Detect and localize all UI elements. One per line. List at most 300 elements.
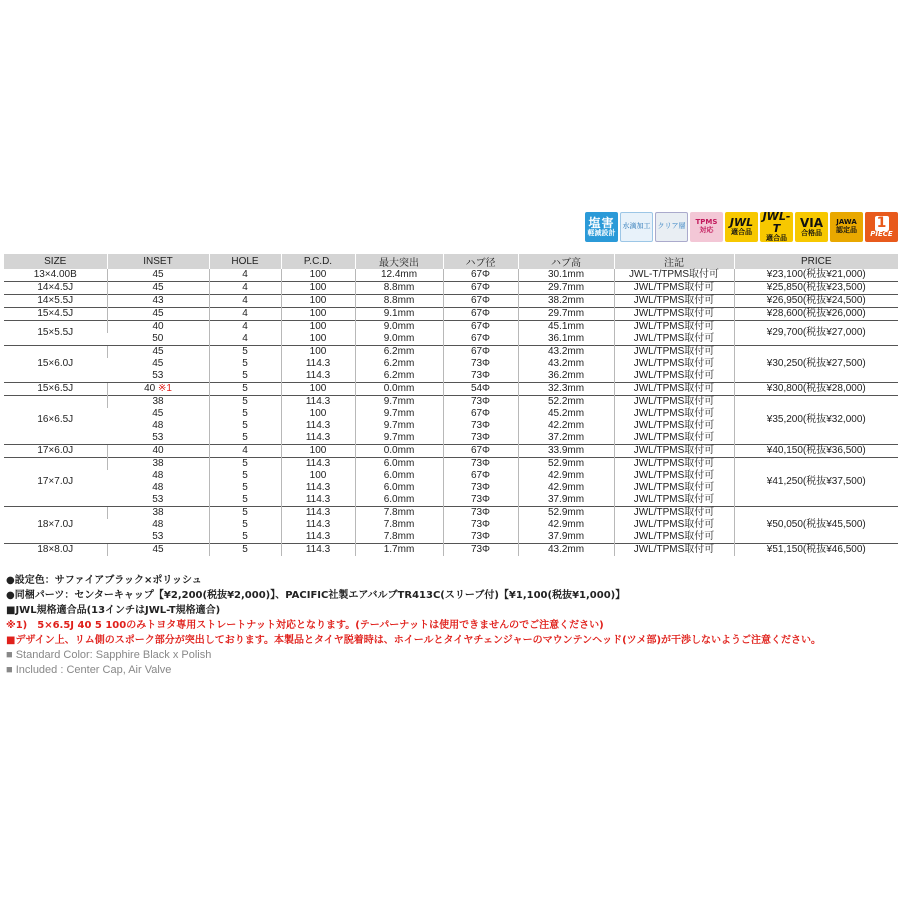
protrusion-cell <box>355 333 443 346</box>
size-cell: 15×6.5J <box>4 383 107 396</box>
hole-value: 5 <box>242 494 248 505</box>
hole-cell <box>209 420 281 432</box>
badge-main-text: 1 <box>875 216 889 231</box>
badge-sub-text: 適合品 <box>731 228 752 237</box>
note-value: JWL/TPMS取付可 <box>633 531 715 542</box>
note-value: JWL/TPMS取付可 <box>633 383 715 394</box>
note-cell <box>614 370 734 383</box>
hub-dia-value: 67Φ <box>470 346 491 357</box>
note-value: JWL/TPMS取付可 <box>633 470 715 481</box>
pcd-value: 114.3 <box>305 370 331 381</box>
pcd-cell <box>281 432 355 445</box>
note-cell <box>614 396 734 409</box>
hole-value: 5 <box>242 482 248 493</box>
column-header: SIZE <box>4 254 107 269</box>
note-cell <box>614 321 734 334</box>
hub-dia-cell <box>443 269 518 282</box>
hole-value: 5 <box>242 383 248 394</box>
hole-value: 4 <box>242 321 248 332</box>
note-value: JWL/TPMS取付可 <box>633 308 715 319</box>
hole-cell <box>209 295 281 308</box>
pcd-cell <box>281 507 355 520</box>
hub-dia-cell <box>443 544 518 557</box>
pcd-cell <box>281 544 355 557</box>
table-row <box>4 269 898 282</box>
inset-cell <box>107 544 209 557</box>
hub-height-value: 37.9mm <box>547 531 585 542</box>
hub-height-cell <box>518 295 614 308</box>
hub-dia-value: 67Φ <box>470 308 491 319</box>
hub-height-value: 36.1mm <box>547 333 585 344</box>
note-cell <box>614 432 734 445</box>
hub-dia-value: 67Φ <box>470 445 491 456</box>
inset-cell <box>107 321 209 334</box>
note-value: JWL-T/TPMS取付可 <box>629 269 719 280</box>
hole-cell <box>209 458 281 471</box>
note-value: JWL/TPMS取付可 <box>633 282 715 293</box>
hub-height-cell <box>518 445 614 458</box>
hole-value: 4 <box>242 333 248 344</box>
hub-height-value: 36.2mm <box>547 370 585 381</box>
pcd-cell <box>281 519 355 531</box>
inset-cell <box>107 358 209 370</box>
hub-height-cell <box>518 420 614 432</box>
hub-height-value: 30.1mm <box>547 269 585 280</box>
pcd-cell <box>281 458 355 471</box>
note-cell <box>614 408 734 420</box>
inset-value: 53 <box>152 494 164 505</box>
inset-value: 38 <box>152 507 164 518</box>
note-value: JWL/TPMS取付可 <box>633 432 715 443</box>
hub-height-value: 37.2mm <box>547 432 585 443</box>
protrusion-cell <box>355 420 443 432</box>
hole-cell <box>209 333 281 346</box>
pcd-value: 114.3 <box>305 519 331 530</box>
hub-dia-cell <box>443 445 518 458</box>
pcd-value: 114.3 <box>305 358 331 369</box>
size-cell: 14×4.5J <box>4 282 107 295</box>
note-cell <box>614 544 734 557</box>
price-cell: ¥25,850(税抜¥23,500) <box>734 282 898 295</box>
pcd-value: 100 <box>309 346 327 357</box>
protrusion-value: 7.8mm <box>383 531 415 542</box>
jwl-badge <box>725 212 758 242</box>
hole-cell <box>209 507 281 520</box>
hub-dia-cell <box>443 396 518 409</box>
pcd-value: 114.3 <box>305 507 331 518</box>
badge-sub-text: 合格品 <box>801 228 822 237</box>
hole-cell <box>209 494 281 507</box>
pcd-cell <box>281 445 355 458</box>
badge-sub-text: 対応 <box>699 226 714 234</box>
note-value: JWL/TPMS取付可 <box>633 494 715 505</box>
hub-height-cell <box>518 358 614 370</box>
table-row <box>4 507 898 520</box>
note-value: JWL/TPMS取付可 <box>633 445 715 456</box>
protrusion-cell <box>355 507 443 520</box>
protrusion-value: 6.0mm <box>383 482 415 493</box>
inset-cell <box>107 295 209 308</box>
hole-value: 4 <box>242 295 248 306</box>
pcd-cell <box>281 370 355 383</box>
inset-value: 45 <box>152 358 164 369</box>
tpms-badge <box>690 212 723 242</box>
protrusion-value: 9.7mm <box>383 420 415 431</box>
hub-height-cell <box>518 470 614 482</box>
inset-value: 53 <box>152 370 164 381</box>
hub-height-cell <box>518 308 614 321</box>
pcd-value: 100 <box>309 383 327 394</box>
hub-dia-value: 67Φ <box>470 321 491 332</box>
hole-value: 4 <box>242 282 248 293</box>
hub-height-value: 45.1mm <box>547 321 585 332</box>
hole-cell <box>209 408 281 420</box>
inset-value: 45 <box>152 282 164 293</box>
note-value: JWL/TPMS取付可 <box>633 420 715 431</box>
pcd-value: 100 <box>309 408 327 419</box>
column-header: ハブ高 <box>518 254 614 269</box>
protrusion-cell <box>355 358 443 370</box>
hub-height-value: 45.2mm <box>547 408 585 419</box>
hub-dia-cell <box>443 458 518 471</box>
protrusion-cell <box>355 470 443 482</box>
inset-value: 43 <box>152 295 164 306</box>
one-piece-badge <box>865 212 898 242</box>
size-cell: 14×5.5J <box>4 295 107 308</box>
pcd-value: 114.3 <box>305 531 331 542</box>
hub-height-cell <box>518 282 614 295</box>
column-header: INSET <box>107 254 209 269</box>
inset-value: 38 <box>152 396 164 407</box>
note-cell <box>614 494 734 507</box>
inset-cell <box>107 531 209 544</box>
hub-dia-value: 73Φ <box>470 358 491 369</box>
hub-height-cell <box>518 396 614 409</box>
hole-cell <box>209 269 281 282</box>
protrusion-value: 8.8mm <box>383 295 415 306</box>
column-header: HOLE <box>209 254 281 269</box>
hub-height-value: 42.9mm <box>547 482 585 493</box>
inset-cell <box>107 370 209 383</box>
inset-value: 53 <box>152 531 164 542</box>
protrusion-value: 1.7mm <box>383 544 415 555</box>
hub-dia-cell <box>443 321 518 334</box>
hole-value: 5 <box>242 370 248 381</box>
protrusion-value: 0.0mm <box>383 383 415 394</box>
note-cell <box>614 420 734 432</box>
hub-dia-value: 67Φ <box>470 333 491 344</box>
hub-dia-value: 67Φ <box>470 282 491 293</box>
pcd-cell <box>281 308 355 321</box>
hub-dia-value: 73Φ <box>470 370 491 381</box>
pcd-value: 100 <box>309 269 327 280</box>
inset-cell <box>107 482 209 494</box>
size-cell: 17×6.0J <box>4 445 107 458</box>
hub-height-cell <box>518 321 614 334</box>
protrusion-value: 9.7mm <box>383 432 415 443</box>
note-value: JWL/TPMS取付可 <box>633 346 715 357</box>
table-header-row <box>4 254 898 269</box>
inset-value: 40 <box>152 321 164 332</box>
jwl-t-badge <box>760 212 793 242</box>
column-header: 注記 <box>614 254 734 269</box>
hub-height-value: 43.2mm <box>547 346 585 357</box>
inset-value: 48 <box>152 420 164 431</box>
protrusion-cell <box>355 494 443 507</box>
badge-main-text: JWL-T <box>762 212 791 236</box>
protrusion-value: 6.0mm <box>383 458 415 469</box>
inset-value: 45 <box>152 308 164 319</box>
note-cell <box>614 295 734 308</box>
pcd-value: 100 <box>309 445 327 456</box>
note-jwl: ■JWL規格適合品(13インチはJWL-T規格適合) <box>6 605 221 616</box>
inset-cell <box>107 470 209 482</box>
table-row <box>4 282 898 295</box>
inset-value: 48 <box>152 519 164 530</box>
hub-height-value: 52.9mm <box>547 458 585 469</box>
protrusion-value: 12.4mm <box>380 269 418 280</box>
inset-cell <box>107 494 209 507</box>
protrusion-value: 0.0mm <box>383 445 415 456</box>
note-value: JWL/TPMS取付可 <box>633 458 715 469</box>
price-cell: ¥23,100(税抜¥21,000) <box>734 269 898 282</box>
protrusion-value: 6.0mm <box>383 470 415 481</box>
hole-cell <box>209 370 281 383</box>
pcd-cell <box>281 408 355 420</box>
hub-height-value: 52.9mm <box>547 507 585 518</box>
size-cell: 18×7.0J <box>4 507 107 544</box>
protrusion-cell <box>355 408 443 420</box>
inset-cell <box>107 519 209 531</box>
hole-cell <box>209 308 281 321</box>
hole-cell <box>209 346 281 359</box>
protrusion-cell <box>355 531 443 544</box>
note-cell <box>614 383 734 396</box>
hub-dia-value: 73Φ <box>470 531 491 542</box>
pcd-value: 114.3 <box>305 458 331 469</box>
hub-height-cell <box>518 346 614 359</box>
inset-value: 50 <box>152 333 164 344</box>
protrusion-cell <box>355 282 443 295</box>
pcd-cell <box>281 482 355 494</box>
table-row <box>4 383 898 396</box>
protrusion-cell <box>355 308 443 321</box>
hub-dia-value: 73Φ <box>470 396 491 407</box>
badge-sub-text: PIECE <box>870 229 893 238</box>
note-value: JWL/TPMS取付可 <box>633 396 715 407</box>
badge-sub-text: 認定品 <box>836 226 857 234</box>
hole-value: 5 <box>242 544 248 555</box>
note-cell <box>614 282 734 295</box>
table-row <box>4 458 898 471</box>
hole-value: 5 <box>242 408 248 419</box>
protrusion-cell <box>355 295 443 308</box>
size-cell: 15×4.5J <box>4 308 107 321</box>
water-repellent-badge <box>620 212 653 242</box>
note-remark-1: ※1) 5×6.5J 40 5 100のみトヨタ専用ストレートナット対応となります。(テーパーナットは使用できませんのでご注意ください) <box>6 620 604 631</box>
hole-value: 5 <box>242 531 248 542</box>
hole-value: 5 <box>242 420 248 431</box>
note-cell <box>614 458 734 471</box>
inset-cell <box>107 408 209 420</box>
hub-height-cell <box>518 507 614 520</box>
pcd-cell <box>281 282 355 295</box>
pcd-cell <box>281 383 355 396</box>
hub-dia-cell <box>443 470 518 482</box>
hub-dia-cell <box>443 308 518 321</box>
note-included-parts: ●同梱パーツ：センターキャップ【¥2,200(税抜¥2,000)】、PACIFIC社製エアバルブTR413C(スリーブ付)【¥1,100(税抜¥1,000)】 <box>6 590 626 601</box>
hole-cell <box>209 321 281 334</box>
hub-dia-value: 73Φ <box>470 544 491 555</box>
badge-main-text: TPMS <box>695 218 718 227</box>
price-cell: ¥26,950(税抜¥24,500) <box>734 295 898 308</box>
hub-dia-value: 67Φ <box>470 295 491 306</box>
size-cell: 13×4.00B <box>33 269 77 280</box>
size-cell: 16×6.5J <box>4 396 107 445</box>
hub-dia-value: 67Φ <box>470 408 491 419</box>
pcd-cell <box>281 346 355 359</box>
hole-cell <box>209 544 281 557</box>
hub-height-cell <box>518 333 614 346</box>
note-value: JWL/TPMS取付可 <box>633 333 715 344</box>
pcd-value: 100 <box>309 308 327 319</box>
hub-dia-cell <box>443 370 518 383</box>
inset-cell <box>107 333 209 346</box>
protrusion-value: 9.7mm <box>383 408 415 419</box>
hole-cell <box>209 445 281 458</box>
hub-dia-cell <box>443 432 518 445</box>
note-cell <box>614 358 734 370</box>
price-cell: ¥51,150(税抜¥46,500) <box>734 544 898 557</box>
hub-height-cell <box>518 383 614 396</box>
inset-value: 40 <box>144 383 156 394</box>
hub-height-cell <box>518 494 614 507</box>
hub-dia-cell <box>443 346 518 359</box>
hub-dia-cell <box>443 482 518 494</box>
hub-dia-value: 73Φ <box>470 507 491 518</box>
hole-cell <box>209 282 281 295</box>
hub-height-value: 38.2mm <box>547 295 585 306</box>
hole-cell <box>209 470 281 482</box>
hole-value: 5 <box>242 507 248 518</box>
note-cell <box>614 308 734 321</box>
pcd-value: 100 <box>309 282 327 293</box>
protrusion-cell <box>355 445 443 458</box>
hole-value: 5 <box>242 519 248 530</box>
inset-value: 48 <box>152 482 164 493</box>
hub-height-value: 32.3mm <box>547 383 585 394</box>
hub-height-cell <box>518 269 614 282</box>
size-cell: 18×8.0J <box>4 544 107 557</box>
price-cell: ¥35,200(税抜¥32,000) <box>734 396 898 445</box>
price-cell: ¥50,050(税抜¥45,500) <box>734 507 898 544</box>
hub-dia-value: 73Φ <box>470 420 491 431</box>
protrusion-value: 6.2mm <box>383 358 415 369</box>
inset-footnote-mark: ※1 <box>157 383 172 394</box>
hub-dia-value: 73Φ <box>470 519 491 530</box>
hub-height-value: 52.2mm <box>547 396 585 407</box>
hole-cell <box>209 531 281 544</box>
note-value: JWL/TPMS取付可 <box>633 295 715 306</box>
protrusion-value: 8.8mm <box>383 282 415 293</box>
note-value: JWL/TPMS取付可 <box>633 358 715 369</box>
hub-dia-cell <box>443 519 518 531</box>
protrusion-value: 9.7mm <box>383 396 415 407</box>
price-cell: ¥30,250(税抜¥27,500) <box>734 346 898 383</box>
hole-cell <box>209 396 281 409</box>
pcd-cell <box>281 420 355 432</box>
protrusion-value: 6.0mm <box>383 494 415 505</box>
hole-value: 5 <box>242 346 248 357</box>
hub-dia-cell <box>443 333 518 346</box>
badge-sub-text: 適合品 <box>766 234 787 242</box>
badge-main-text: VIA <box>799 215 824 230</box>
notes-section <box>6 573 821 678</box>
protrusion-cell <box>355 370 443 383</box>
hub-height-value: 42.9mm <box>547 519 585 530</box>
note-value: JWL/TPMS取付可 <box>633 544 715 555</box>
pcd-cell <box>281 321 355 334</box>
protrusion-value: 6.2mm <box>383 346 415 357</box>
pcd-cell <box>281 470 355 482</box>
pcd-value: 114.3 <box>305 420 331 431</box>
hole-value: 5 <box>242 358 248 369</box>
hole-value: 5 <box>242 432 248 443</box>
note-cell <box>614 333 734 346</box>
pcd-cell <box>281 358 355 370</box>
protrusion-cell <box>355 346 443 359</box>
pcd-value: 114.3 <box>305 482 331 493</box>
hub-height-cell <box>518 482 614 494</box>
pcd-cell <box>281 494 355 507</box>
note-value: JWL/TPMS取付可 <box>633 519 715 530</box>
hub-height-value: 29.7mm <box>547 308 585 319</box>
hole-cell <box>209 383 281 396</box>
pcd-value: 114.3 <box>305 432 331 443</box>
inset-value: 53 <box>152 432 164 443</box>
hub-dia-value: 67Φ <box>470 470 491 481</box>
protrusion-cell <box>355 383 443 396</box>
hub-dia-cell <box>443 383 518 396</box>
pcd-cell <box>281 269 355 282</box>
inset-value: 45 <box>152 269 164 280</box>
hole-cell <box>209 519 281 531</box>
inset-value: 45 <box>152 408 164 419</box>
size-cell: 15×5.5J <box>4 321 107 346</box>
protrusion-value: 9.0mm <box>383 333 415 344</box>
hub-height-value: 43.2mm <box>547 358 585 369</box>
note-remark-2: ■デザイン上、リム側のスポーク部分が突出しております。本製品とタイヤ脱着時は、ホイールとタイヤチェンジャーのマウンテンヘッド(ツメ部)が干渉しないようご注意ください。 <box>6 635 822 646</box>
badge-main-text: JWL <box>729 216 754 230</box>
protrusion-cell <box>355 269 443 282</box>
inset-cell <box>107 507 209 520</box>
table-row <box>4 544 898 557</box>
table-row <box>4 308 898 321</box>
inset-cell <box>107 420 209 432</box>
hub-height-value: 33.9mm <box>547 445 585 456</box>
pcd-value: 114.3 <box>305 544 331 555</box>
protrusion-cell <box>355 396 443 409</box>
column-header: 最大突出 <box>355 254 443 269</box>
note-value: JWL/TPMS取付可 <box>633 370 715 381</box>
pcd-value: 100 <box>309 333 327 344</box>
table-row <box>4 321 898 334</box>
hub-height-value: 43.2mm <box>547 544 585 555</box>
protrusion-cell <box>355 482 443 494</box>
hole-value: 5 <box>242 470 248 481</box>
hub-height-value: 42.9mm <box>547 470 585 481</box>
hub-dia-value: 73Φ <box>470 482 491 493</box>
